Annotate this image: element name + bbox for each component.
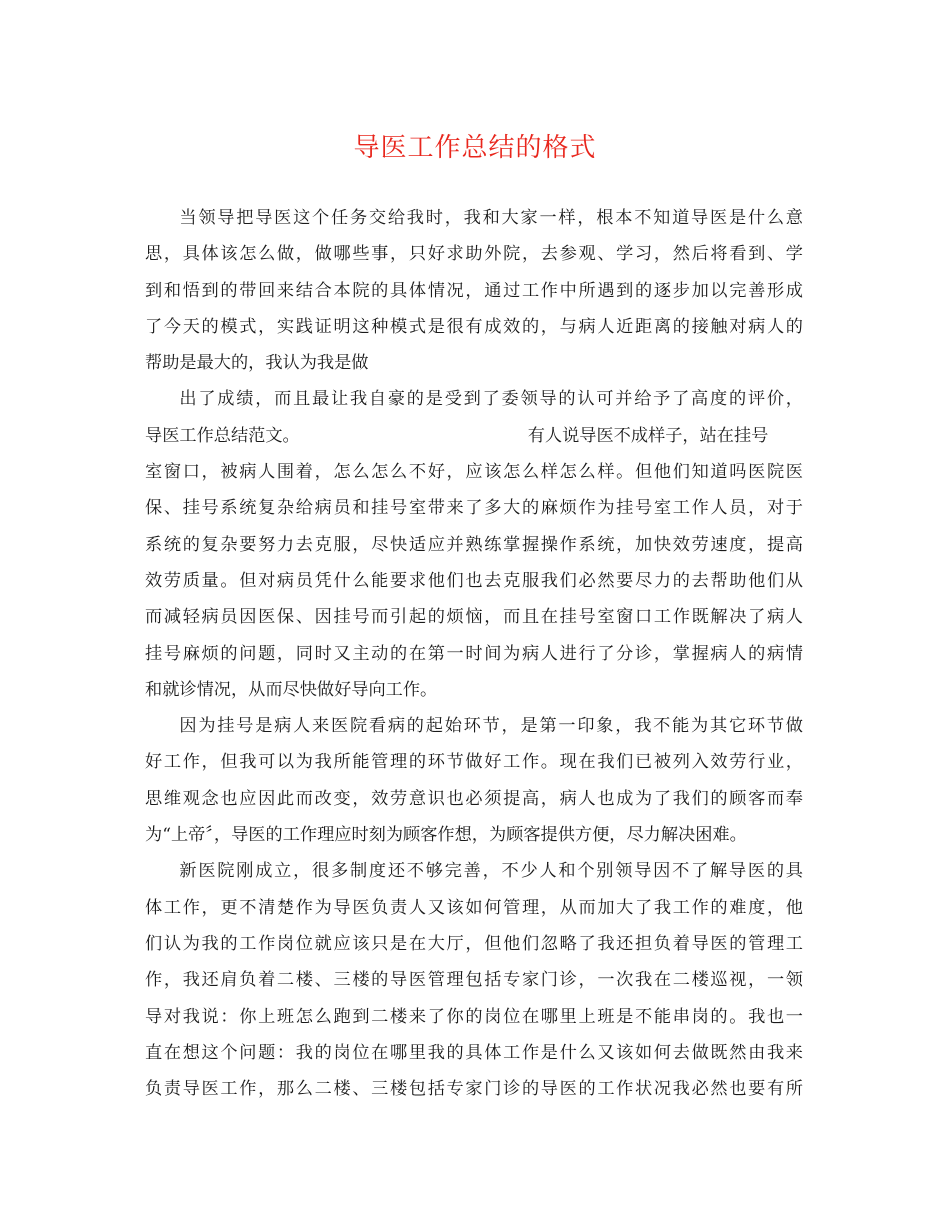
text-line: 和就诊情况，从而尽快做好导向工作。 — [145, 679, 438, 700]
text-line: 体工作，更不清楚作为导医负责人又该如何管理，从而加大了我工作的难度，他 — [145, 897, 803, 918]
text-line: 好工作，但我可以为我所能管理的环节做好工作。现在我们已被列入效劳行业， — [145, 752, 803, 773]
text-line: 直在想这个问题：我的岗位在哪里我的具体工作是什么又该如何去做既然由我来 — [145, 1042, 803, 1063]
text-line: 效劳质量。但对病员凭什么能要求他们也去克服我们必然要尽力的去帮助他们从 — [145, 570, 803, 591]
text-line: 思维观念也应因此而改变，效劳意识也必须提高，病人也成为了我们的顾客而奉 — [145, 788, 803, 809]
text-line: 新医院刚成立，很多制度还不够完善，不少人和个别领导因不了解导医的具 — [179, 861, 803, 882]
text-line: 系统的复杂要努力去克服，尽快适应并熟练掌握操作系统，加快效劳速度，提高 — [145, 534, 803, 555]
text-line: 而减轻病员因医保、因挂号而引起的烦恼，而且在挂号室窗口工作既解决了病人 — [145, 607, 803, 628]
text-line: 室窗口，被病人围着，怎么怎么不好，应该怎么样怎么样。但他们知道吗医院医 — [145, 462, 803, 483]
paragraph-3 — [145, 708, 803, 853]
text-line: 负责导医工作，那么二楼、三楼包括专家门诊的导医的工作状况我必然也要有所 — [145, 1079, 803, 1100]
paragraph-1 — [145, 200, 803, 381]
text-line: 帮助是最大的，我认为我是做 — [145, 353, 369, 374]
text-fragment: 导医工作总结范文。 — [145, 425, 300, 446]
text-line: 了今天的模式，实践证明这种模式是很有成效的，与病人近距离的接触对病人的 — [145, 316, 803, 337]
text-line: 出了成绩，而且最让我自豪的是受到了委领导的认可并给予了高度的评价， — [179, 389, 803, 410]
text-line: 为“上帝〞，导医的工作理应时刻为顾客作想，为顾客提供方便，尽力解决困难。 — [145, 825, 747, 846]
paragraph-2 — [145, 381, 803, 708]
text-line: 因为挂号是病人来医院看病的起始环节，是第一印象，我不能为其它环节做 — [179, 716, 803, 737]
paragraph-4 — [145, 853, 803, 1107]
text-line: 思，具体该怎么做，做哪些事，只好求助外院，去参观、学习，然后将看到、学 — [145, 244, 803, 265]
text-line: 导对我说：你上班怎么跑到二楼来了你的岗位在哪里上班是不能串岗的。我也一 — [145, 1006, 803, 1027]
text-line: 当领导把导医这个任务交给我时，我和大家一样，根本不知道导医是什么意 — [179, 208, 803, 228]
text-line: 们认为我的工作岗位就应该只是在大厅，但他们忽略了我还担负着导医的管理工 — [145, 933, 803, 954]
text-line: 保、挂号系统复杂给病员和挂号室带来了多大的麻烦作为挂号室工作人员，对于 — [145, 498, 803, 519]
document-title: 导医工作总结的格式 — [353, 133, 597, 163]
text-line: 作，我还肩负着二楼、三楼的导医管理包括专家门诊，一次我在二楼巡视，一领 — [145, 970, 803, 991]
document-body — [145, 200, 803, 1107]
text-line-split — [145, 418, 803, 454]
text-fragment: 有人说导医不成样子，站在挂号 — [527, 425, 769, 446]
text-line: 挂号麻烦的问题，同时又主动的在第一时间为病人进行了分诊，掌握病人的病情 — [145, 643, 803, 664]
text-line: 到和悟到的带回来结合本院的具体情况，通过工作中所遇到的逐步加以完善形成 — [145, 280, 803, 301]
